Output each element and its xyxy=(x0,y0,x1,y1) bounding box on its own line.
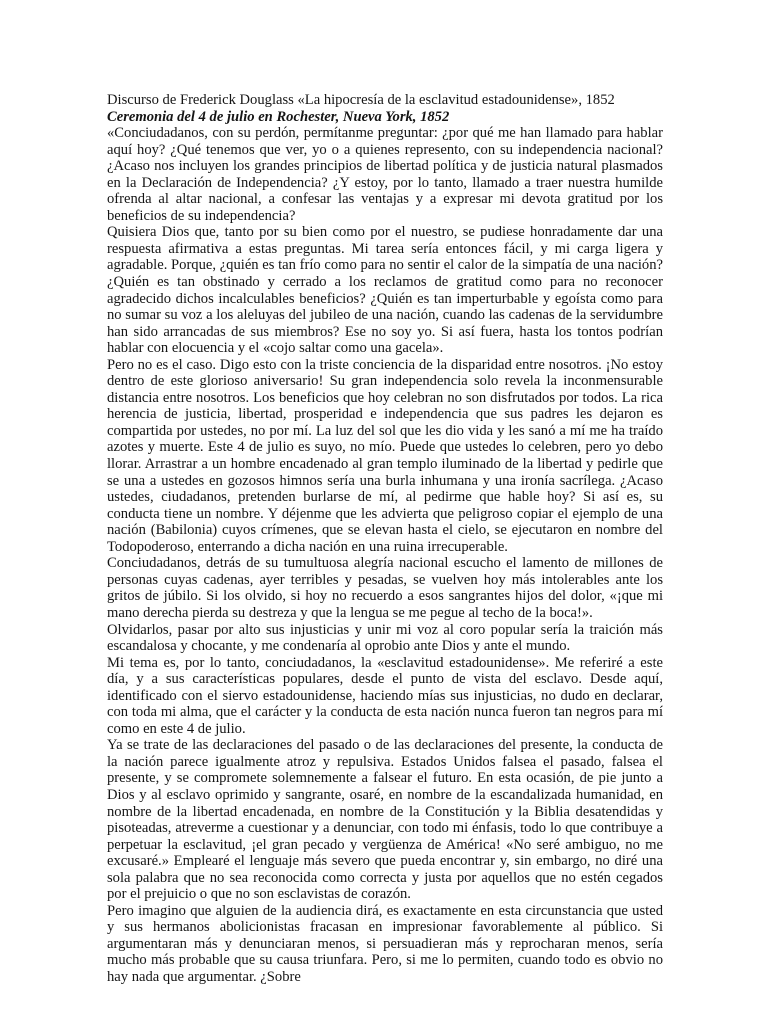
paragraph: Olvidarlos, pasar por alto sus injusticias y unir mi voz al coro popular sería la traición más escandalosa y chocante, y me condenaría al oprobio ante Dios y ante el mundo. xyxy=(107,621,663,655)
paragraph: Quisiera Dios que, tanto por su bien como por el nuestro, se pudiese honradamente dar una respuesta afirmativa a estas preguntas. Mi tarea sería entonces fácil, y mi carga ligera y agradable. Porque, ¿quién es tan frío como para no sentir el calor de la simpatía de una nación? ¿Quién es tan obstinado y cerrado a los reclamos de gratitud como para no reconocer agradecido dichos incalculables beneficios? ¿Quién es tan imperturbable y egoísta como para no sumar su voz a los aleluyas del jubileo de una nación, cuando las cadenas de la servidumbre han sido arrancadas de sus miembros? Ese no soy yo. Si así fuera, hasta los tontos podrían hablar con elocuencia y el «cojo saltar como una gacela». xyxy=(107,224,663,357)
paragraph: «Conciudadanos, con su perdón, permítanme preguntar: ¿por qué me han llamado para hablar aquí hoy? ¿Qué tenemos que ver, yo o a quienes represento, con su independencia nacional? ¿Acaso nos incluyen los grandes principios de libertad política y de justicia natural plasmados en la Declaración de Independencia? ¿Y estoy, por lo tanto, llamado a traer nuestra humilde ofrenda al altar nacional, a confesar las ventajas y a expresar mi devota gratitud por los beneficios de su independencia? xyxy=(107,125,663,224)
paragraph: Mi tema es, por lo tanto, conciudadanos, la «esclavitud estadounidense». Me referiré a este día, y a sus características populares, desde el punto de vista del esclavo. Desde aquí, identificado con el siervo estadounidense, haciendo mías sus injusticias, no dudo en declarar, con toda mi alma, que el carácter y la conducta de esta nación nunca fueron tan negros para mí como en este 4 de julio. xyxy=(107,654,663,737)
paragraph: Ya se trate de las declaraciones del pasado o de las declaraciones del presente, la conducta de la nación parece igualmente atroz y repulsiva. Estados Unidos falsea el pasado, falsea el presente, y se compromete solemnemente a falsear el futuro. En esta ocasión, de pie junto a Dios y al esclavo oprimido y sangrante, osaré, en nombre de la escandalizada humanidad, en nombre de la libertad encadenada, en nombre de la Constitución y la Biblia desatendidas y pisoteadas, atreverme a cuestionar y a denunciar, con todo mi énfasis, todo lo que contribuye a perpetuar la esclavitud, ¡el gran pecado y vergüenza de América! «No seré ambiguo, no me excusaré.» Emplearé el lenguaje más severo que pueda encontrar y, sin embargo, no diré una sola palabra que no sea reconocida como correcta y justa por aquellos que no estén cegados por el prejuicio o que no son esclavistas de corazón. xyxy=(107,737,663,903)
paragraph: Pero no es el caso. Digo esto con la triste conciencia de la disparidad entre nosotros. ¡No estoy dentro de este glorioso aniversario! Su gran independencia solo revela la inconmensurable distancia entre nosotros. Los beneficios que hoy celebran no son disfrutados por todos. La rica herencia de justicia, libertad, prosperidad e independencia que sus padres les dejaron es compartida por ustedes, no por mí. La luz del sol que les dio vida y les sanó a mí me ha traído azotes y muerte. Este 4 de julio es suyo, no mío. Puede que ustedes lo celebren, pero yo debo llorar. Arrastrar a un hombre encadenado al gran templo iluminado de la libertad y pedirle que se una a ustedes en gozosos himnos sería una burla inhumana y una ironía sacrílega. ¿Acaso ustedes, ciudadanos, pretenden burlarse de mí, al pedirme que hable hoy? Si así es, su conducta tiene un nombre. Y déjenme que les advierta que peligroso copiar el ejemplo de una nación (Babilonia) cuyos crímenes, que se elevan hasta el cielo, se ejecutaron en nombre del Todopoderoso, enterrando a dicha nación en una ruina irrecuperable. xyxy=(107,356,663,555)
paragraph: Pero imagino que alguien de la audiencia dirá, es exactamente en esta circunstancia que usted y sus hermanos abolicionistas fracasan en impresionar favorablemente al público. Si argumentaran más y denunciaran menos, si persuadieran más y reprocharan menos, sería mucho más probable que su causa triunfara. Pero, si me lo permiten, cuando todo es obvio no hay nada que argumentar. ¿Sobre xyxy=(107,902,663,985)
document-subtitle: Ceremonia del 4 de julio en Rochester, Nueva York, 1852 xyxy=(107,108,450,125)
paragraph: Conciudadanos, detrás de su tumultuosa alegría nacional escucho el lamento de millones de personas cuyas cadenas, ayer terribles y pesadas, se vuelven hoy más intolerables ante los gritos de júbilo. Si los olvido, si hoy no recuerdo a esos sangrantes hijos del dolor, «¡que mi mano derecha pierda su destreza y que la lengua se me pegue al techo de la boca!». xyxy=(107,555,663,621)
document-title: Discurso de Frederick Douglass «La hipocresía de la esclavitud estadounidense», 1852 xyxy=(107,92,615,108)
